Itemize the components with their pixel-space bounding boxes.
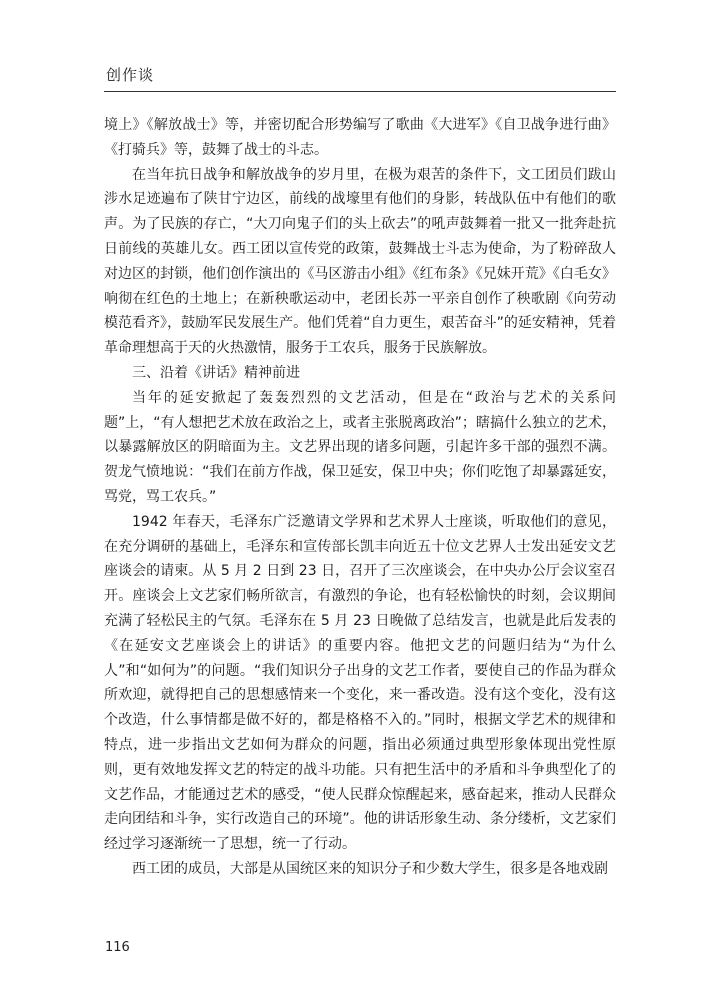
- paragraph: 西工团的成员，大部是从国统区来的知识分子和少数大学生，很多是各地戏剧: [132, 860, 608, 877]
- section-heading: 三、沿着《讲话》精神前进: [132, 364, 300, 381]
- paragraph: 1942 年春天，毛泽东广泛邀请文学界和艺术界人士座谈，听取他们的意见，在充分调研的基础上，毛泽东和宣传部长凯丰向近五十位文艺界人士发出延安文艺座谈会的请柬。从 5 月 2 日到 23 日，召开了三次座谈会，在中央办公厅会议室召开。座谈会上文艺家们畅所欲言，有激烈的争论，也有轻松愉快的时刻，会议期间充满了轻松民主的气氛。毛泽东在 5 月 23 日晚做了总结发言，也就是此后发表的《在延安文艺座谈会上的讲话》的重要内容。他把文艺的问题归结为“为什么人”和“如何为”的问题。“我们知识分子出身的文艺工作者，要使自己的作品为群众所欢迎，就得把自己的思想感情来一个变化，来一番改造。没有这个变化，没有这个改造，什么事情都是做不好的，都是格格不入的。”同时，根据文学艺术的规律和特点，进一步指出文艺如何为群众的问题，指出必须通过典型形象体现出党性原则，更有效地发挥文艺的特定的战斗功能。只有把生活中的矛盾和斗争典型化了的文艺作品，才能通过艺术的感受，“使人民群众惊醒起来，感奋起来，推动人民群众走向团结和斗争，实行改造自己的环境”。他的讲话形象生动、条分缕析，文艺家们经过学习逐渐统一了思想，统一了行动。: [104, 513, 616, 853]
- header-rule: [104, 91, 616, 92]
- paragraph: 当年的延安掀起了轰轰烈烈的文艺活动，但是在“政治与艺术的关系问题”上，“有人想把艺术放在政治之上，或者主张脱离政治”；瞎搞什么独立的艺术，以暴露解放区的阴暗面为主。文艺界出现的诸多问题，引起许多干部的强烈不满。贺龙气愤地说：“我们在前方作战，保卫延安，保卫中央；你们吃饱了却暴露延安，骂党，骂工农兵。”: [104, 389, 616, 505]
- page-number: 116: [105, 940, 130, 955]
- paragraph-continuation: 境上》《解放战士》等，并密切配合形势编写了歌曲《大进军》《自卫战争进行曲》《打骑兵》等，鼓舞了战士的斗志。: [104, 117, 616, 158]
- paragraph: 在当年抗日战争和解放战争的岁月里，在极为艰苦的条件下，文工团员们跋山涉水足迹遍布了陕甘宁边区，前线的战壕里有他们的身影，转战队伍中有他们的歌声。为了民族的存亡，“大刀向鬼子们的头上砍去”的吼声鼓舞着一批又一批奔赴抗日前线的英雄儿女。西工团以宣传党的政策，鼓舞战士斗志为使命，为了粉碎敌人对边区的封锁，他们创作演出的《马区游击小组》《红布条》《兄妹开荒》《白毛女》响彻在红色的土地上；在新秧歌运动中，老团长苏一平亲自创作了秧歌剧《向劳动模范看齐》，鼓励军民发展生产。他们凭着“自力更生，艰苦奋斗”的延安精神，凭着革命理想高于天的火热激情，服务于工农兵，服务于民族解放。: [104, 166, 616, 357]
- body-text: [104, 113, 616, 882]
- running-header-title: 创作谈: [106, 66, 155, 84]
